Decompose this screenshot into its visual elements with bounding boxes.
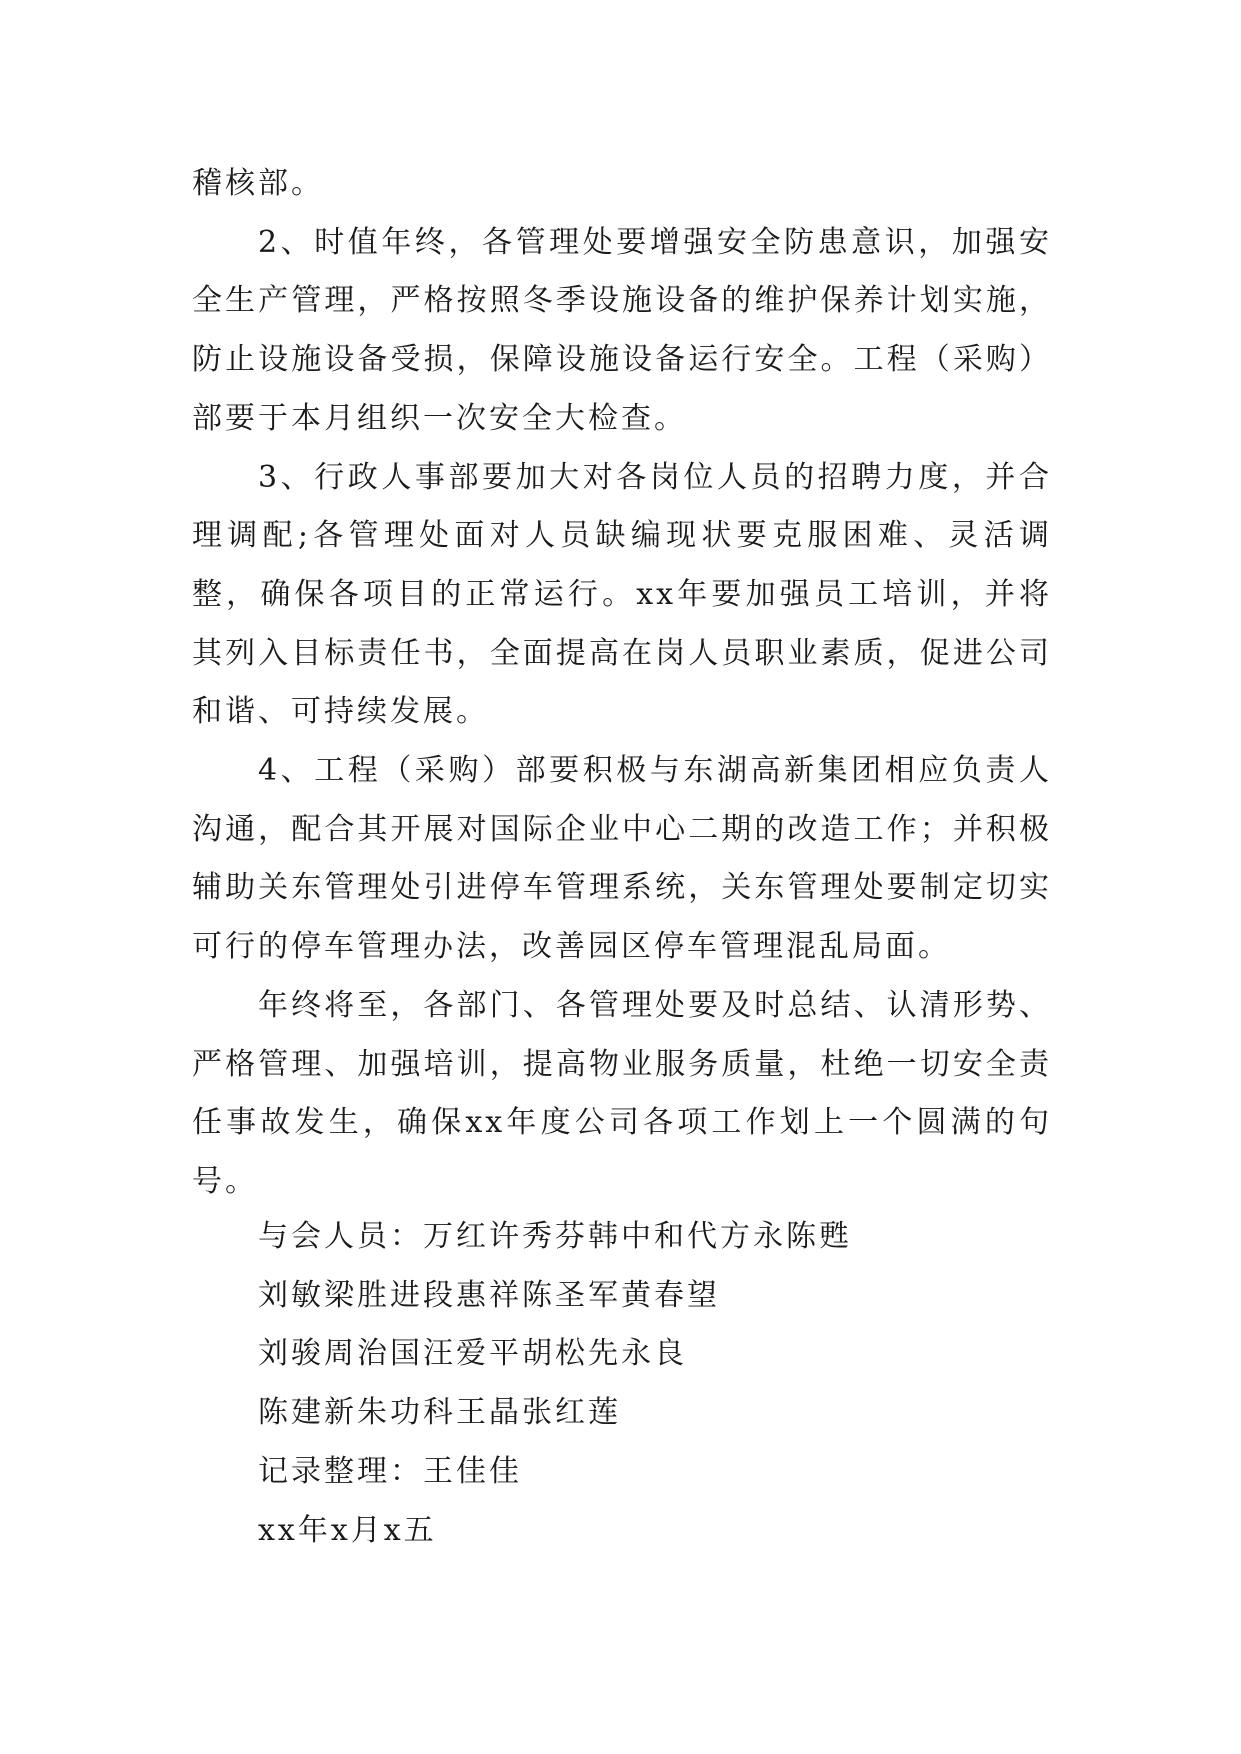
document-date: xx年x月x五 [258,1512,437,1548]
paragraph-item-3: 3、行政人事部要加大对各岗位人员的招聘力度，并合理调配;各管理处面对人员缺编现状要克服困难、灵活调整，确保各项目的正常运行。xx年要加强员工培训，并将其列入目标责任书，全面提高在岗人员职业素质，促进公司和谐、可持续发展。 [192,459,1052,730]
attendees-line-2: 刘敏梁胜进段惠祥陈圣军黄春望 [258,1277,720,1313]
paragraph-item-2: 2、时值年终，各管理处要增强安全防患意识，加强安全生产管理，严格按照冬季设施设备的维护保养计划实施，防止设施设备受损，保障设施设备运行安全。工程（采购）部要于本月组织一次安全大检查。 [192,224,1052,436]
recorder-name: 王佳佳 [423,1453,522,1489]
paragraph-continuation: 稽核部。 [192,166,324,201]
attendees-line-4: 陈建新朱功科王晶张红莲 [258,1395,621,1431]
attendees-line-3: 刘骏周治国汪爱平胡松先永良 [258,1336,687,1372]
attendees-names-1: 万红许秀芬韩中和代方永陈甦 [423,1219,852,1254]
meeting-signoff [258,1208,1038,1560]
attendees-line-1 [258,1208,1038,1267]
paragraph-conclusion: 年终将至，各部门、各管理处要及时总结、认清形势、严格管理、加强培训，提高物业服务质量，杜绝一切安全责任事故发生，确保xx年度公司各项工作划上一个圆满的句号。 [192,987,1052,1199]
document-body [192,155,1052,1212]
recorder-label: 记录整理： [258,1453,423,1489]
paragraph-item-4: 4、工程（采购）部要积极与东湖高新集团相应负责人沟通，配合其开展对国际企业中心二期的改造工作；并积极辅助关东管理处引进停车管理系统，关东管理处要制定切实可行的停车管理办法，改善园区停车管理混乱局面。 [192,753,1052,965]
attendees-label: 与会人员： [258,1219,423,1254]
recorder-line [258,1443,1038,1502]
